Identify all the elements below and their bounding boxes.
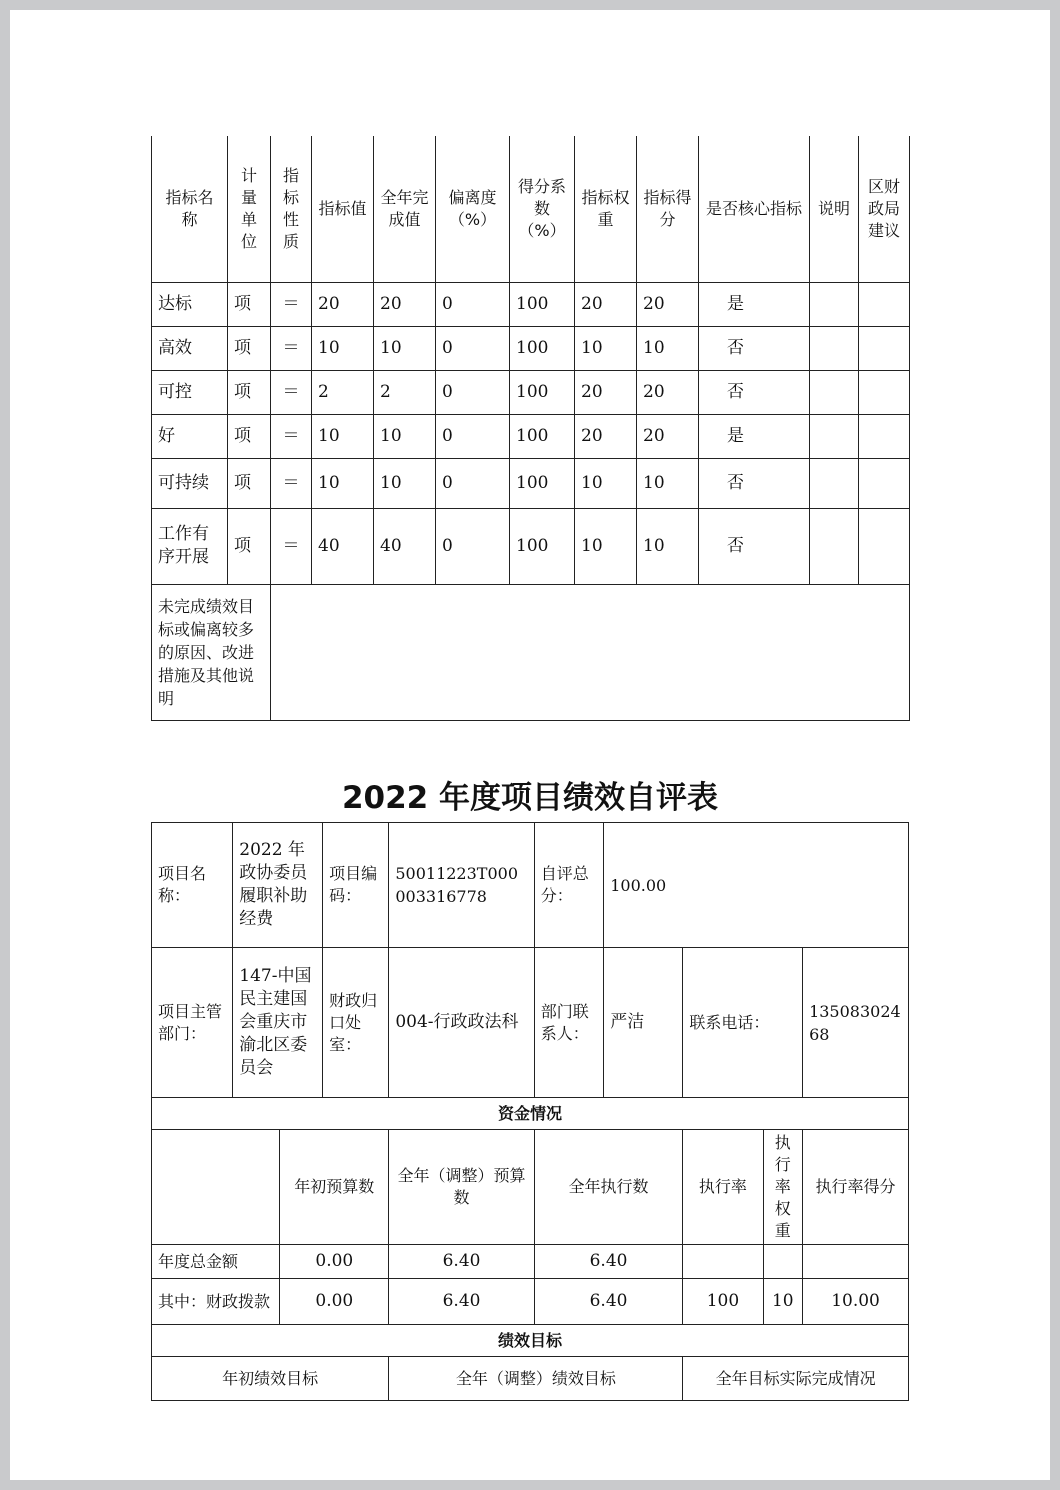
self-score: 100.00 xyxy=(604,823,909,948)
funds-weight xyxy=(763,1245,803,1279)
cell-deviation: 0 xyxy=(436,326,510,370)
cell-note xyxy=(810,326,859,370)
project-name: 2022 年政协委员履职补助经费 xyxy=(233,823,323,948)
cell-coefficient: 100 xyxy=(510,414,575,458)
cell-value: 20 xyxy=(312,282,374,326)
cell-deviation: 0 xyxy=(436,370,510,414)
remarks-row xyxy=(152,584,910,720)
self-evaluation-table xyxy=(151,822,909,1401)
cell-core: 否 xyxy=(699,370,810,414)
header-value: 指标值 xyxy=(312,136,374,282)
indicator-header-row xyxy=(152,136,910,282)
finance-office-value: 004-行政政法科 xyxy=(389,948,534,1098)
cell-weight: 10 xyxy=(575,326,637,370)
cell-value: 10 xyxy=(312,458,374,508)
cell-score: 20 xyxy=(637,370,699,414)
cell-weight: 20 xyxy=(575,370,637,414)
table-row xyxy=(152,458,910,508)
cell-nature: ＝ xyxy=(271,282,312,326)
table-row xyxy=(152,1279,909,1325)
cell-core: 否 xyxy=(699,326,810,370)
funds-rate xyxy=(683,1245,763,1279)
header-score: 指标得分 xyxy=(637,136,699,282)
header-finance-advice: 区财政局建议 xyxy=(859,136,910,282)
cell-coefficient: 100 xyxy=(510,370,575,414)
cell-advice xyxy=(859,370,910,414)
cell-actual: 2 xyxy=(374,370,436,414)
table-row xyxy=(152,282,910,326)
header-adjusted-budget: 全年（调整）预算数 xyxy=(389,1130,534,1245)
funds-rate: 100 xyxy=(683,1279,763,1325)
header-initial-budget: 年初预算数 xyxy=(280,1130,389,1245)
cell-weight: 10 xyxy=(575,508,637,584)
cell-name: 好 xyxy=(152,414,228,458)
department-row xyxy=(152,948,909,1098)
cell-score: 10 xyxy=(637,508,699,584)
funds-score: 10.00 xyxy=(803,1279,909,1325)
funds-executed: 6.40 xyxy=(534,1279,683,1325)
funds-initial: 0.00 xyxy=(280,1279,389,1325)
table-row xyxy=(152,414,910,458)
funds-initial: 0.00 xyxy=(280,1245,389,1279)
goals-section-row xyxy=(152,1325,909,1357)
cell-weight: 10 xyxy=(575,458,637,508)
cell-actual: 10 xyxy=(374,458,436,508)
header-note: 说明 xyxy=(810,136,859,282)
header-weight: 指标权重 xyxy=(575,136,637,282)
cell-score: 10 xyxy=(637,326,699,370)
header-initial-goals: 年初绩效目标 xyxy=(152,1357,389,1401)
cell-note xyxy=(810,458,859,508)
document-page xyxy=(10,10,1050,1480)
table-row xyxy=(152,508,910,584)
cell-nature: ＝ xyxy=(271,508,312,584)
project-code: 50011223T000003316778 xyxy=(389,823,534,948)
header-rate-score: 执行率得分 xyxy=(803,1130,909,1245)
header-executed: 全年执行数 xyxy=(534,1130,683,1245)
goals-header-row xyxy=(152,1357,909,1401)
funds-adjusted: 6.40 xyxy=(389,1279,534,1325)
cell-unit: 项 xyxy=(228,508,271,584)
cell-name: 可持续 xyxy=(152,458,228,508)
header-rate-weight: 执行率权重 xyxy=(763,1130,803,1245)
funds-executed: 6.40 xyxy=(534,1245,683,1279)
cell-name: 达标 xyxy=(152,282,228,326)
header-core: 是否核心指标 xyxy=(699,136,810,282)
funds-section-title: 资金情况 xyxy=(152,1098,909,1130)
cell-name: 高效 xyxy=(152,326,228,370)
funds-adjusted: 6.40 xyxy=(389,1245,534,1279)
project-name-label: 项目名称： xyxy=(152,823,233,948)
cell-unit: 项 xyxy=(228,458,271,508)
cell-advice xyxy=(859,282,910,326)
self-score-label: 自评总分： xyxy=(534,823,603,948)
cell-coefficient: 100 xyxy=(510,508,575,584)
header-nature: 指标性质 xyxy=(271,136,312,282)
cell-actual: 20 xyxy=(374,282,436,326)
header-unit: 计量单位 xyxy=(228,136,271,282)
header-indicator-name: 指标名称 xyxy=(152,136,228,282)
cell-nature: ＝ xyxy=(271,414,312,458)
finance-office-label: 财政归口处室： xyxy=(323,948,389,1098)
page-title: 2022 年度项目绩效自评表 xyxy=(341,780,719,816)
table-row xyxy=(152,1245,909,1279)
cell-actual: 40 xyxy=(374,508,436,584)
cell-core: 是 xyxy=(699,414,810,458)
cell-value: 2 xyxy=(312,370,374,414)
funds-score xyxy=(803,1245,909,1279)
cell-coefficient: 100 xyxy=(510,458,575,508)
cell-nature: ＝ xyxy=(271,326,312,370)
cell-value: 10 xyxy=(312,326,374,370)
cell-unit: 项 xyxy=(228,282,271,326)
goals-section-title: 绩效目标 xyxy=(152,1325,909,1357)
cell-weight: 20 xyxy=(575,414,637,458)
department-value: 147-中国民主建国会重庆市渝北区委员会 xyxy=(233,948,323,1098)
cell-score: 10 xyxy=(637,458,699,508)
cell-name: 工作有序开展 xyxy=(152,508,228,584)
cell-unit: 项 xyxy=(228,326,271,370)
cell-weight: 20 xyxy=(575,282,637,326)
cell-core: 否 xyxy=(699,508,810,584)
cell-unit: 项 xyxy=(228,370,271,414)
remarks-label: 未完成绩效目标或偏离较多的原因、改进措施及其他说明 xyxy=(152,584,271,720)
cell-actual: 10 xyxy=(374,326,436,370)
funds-row-label: 其中：财政拨款 xyxy=(152,1279,280,1325)
cell-name: 可控 xyxy=(152,370,228,414)
table-row xyxy=(152,326,910,370)
cell-advice xyxy=(859,414,910,458)
header-coefficient: 得分系数（%） xyxy=(510,136,575,282)
cell-nature: ＝ xyxy=(271,458,312,508)
funds-header-row xyxy=(152,1130,909,1245)
header-adjusted-goals: 全年（调整）绩效目标 xyxy=(389,1357,683,1401)
phone-label: 联系电话： xyxy=(683,948,803,1098)
cell-deviation: 0 xyxy=(436,282,510,326)
funds-row-label: 年度总金额 xyxy=(152,1245,280,1279)
cell-advice xyxy=(859,458,910,508)
cell-core: 是 xyxy=(699,282,810,326)
cell-note xyxy=(810,414,859,458)
cell-value: 10 xyxy=(312,414,374,458)
header-exec-rate: 执行率 xyxy=(683,1130,763,1245)
cell-core: 否 xyxy=(699,458,810,508)
cell-coefficient: 100 xyxy=(510,326,575,370)
funds-header-blank xyxy=(152,1130,280,1245)
contact-label: 部门联系人： xyxy=(534,948,603,1098)
indicator-table xyxy=(151,136,910,721)
cell-note xyxy=(810,370,859,414)
cell-deviation: 0 xyxy=(436,414,510,458)
funds-section-row xyxy=(152,1098,909,1130)
cell-value: 40 xyxy=(312,508,374,584)
cell-nature: ＝ xyxy=(271,370,312,414)
project-code-label: 项目编码： xyxy=(323,823,389,948)
cell-coefficient: 100 xyxy=(510,282,575,326)
cell-actual: 10 xyxy=(374,414,436,458)
project-info-row xyxy=(152,823,909,948)
department-label: 项目主管部门： xyxy=(152,948,233,1098)
contact-value: 严洁 xyxy=(604,948,683,1098)
header-actual-completion: 全年目标实际完成情况 xyxy=(683,1357,909,1401)
cell-unit: 项 xyxy=(228,414,271,458)
phone-value: 13508302468 xyxy=(803,948,909,1098)
cell-note xyxy=(810,282,859,326)
header-actual: 全年完成值 xyxy=(374,136,436,282)
funds-weight: 10 xyxy=(763,1279,803,1325)
remarks-content xyxy=(271,584,910,720)
cell-advice xyxy=(859,508,910,584)
cell-score: 20 xyxy=(637,414,699,458)
table-row xyxy=(152,370,910,414)
header-deviation: 偏离度（%） xyxy=(436,136,510,282)
cell-note xyxy=(810,508,859,584)
cell-advice xyxy=(859,326,910,370)
cell-deviation: 0 xyxy=(436,508,510,584)
cell-deviation: 0 xyxy=(436,458,510,508)
cell-score: 20 xyxy=(637,282,699,326)
